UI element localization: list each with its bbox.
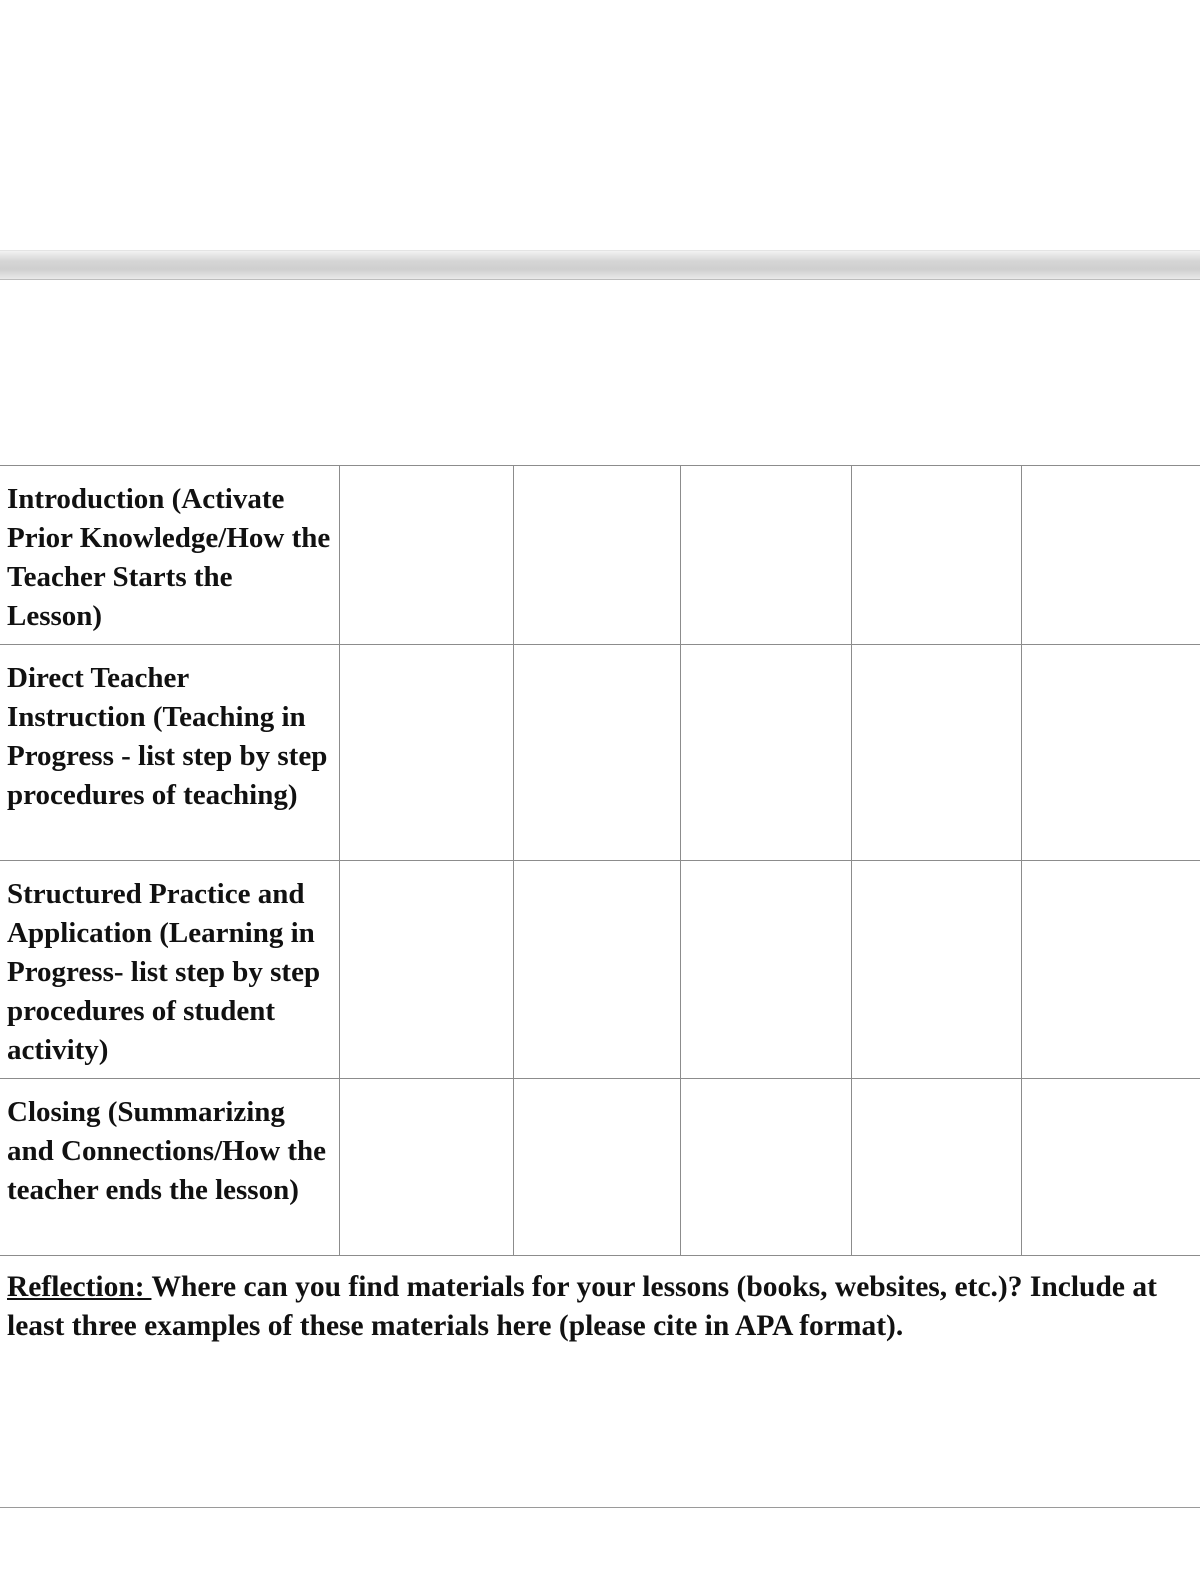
table-cell[interactable]	[339, 645, 513, 861]
table-row-closing	[0, 1079, 1200, 1256]
table-cell[interactable]	[1021, 1079, 1200, 1256]
table-cell[interactable]	[513, 466, 680, 645]
table-cell[interactable]	[513, 645, 680, 861]
row-label-introduction: Introduction (Activate Prior Knowledge/How the Teacher Starts the Lesson)	[0, 466, 339, 645]
table-cell[interactable]	[680, 466, 851, 645]
table-cell[interactable]	[1021, 861, 1200, 1079]
table-row-introduction	[0, 466, 1200, 645]
row-label-direct-instruction: Direct Teacher Instruction (Teaching in Progress - list step by step procedures of teaching)	[0, 645, 339, 861]
table-cell[interactable]	[680, 1079, 851, 1256]
row-label-structured-practice: Structured Practice and Application (Learning in Progress- list step by step procedures of student activity)	[0, 861, 339, 1079]
table-cell[interactable]	[339, 1079, 513, 1256]
table-cell[interactable]	[851, 861, 1021, 1079]
table-cell[interactable]	[513, 861, 680, 1079]
table-cell[interactable]	[339, 861, 513, 1079]
reflection-heading: Reflection:	[7, 1271, 152, 1303]
table-cell[interactable]	[680, 861, 851, 1079]
table-cell[interactable]	[1021, 645, 1200, 861]
reflection-prompt	[7, 1268, 1197, 1346]
reflection-text: Where can you find materials for your lessons (books, websites, etc.)? Include at least three examples of these materials here (please cite in APA format).	[7, 1271, 1157, 1342]
lesson-plan-table	[0, 465, 1200, 1256]
table-cell[interactable]	[851, 1079, 1021, 1256]
row-label-closing: Closing (Summarizing and Connections/How the teacher ends the lesson)	[0, 1079, 339, 1256]
table-row-structured-practice	[0, 861, 1200, 1079]
table-cell[interactable]	[680, 645, 851, 861]
table-cell[interactable]	[1021, 466, 1200, 645]
table-cell[interactable]	[851, 645, 1021, 861]
page-separator	[0, 250, 1200, 280]
table-cell[interactable]	[851, 466, 1021, 645]
table-row-direct-instruction	[0, 645, 1200, 861]
bottom-divider	[0, 1507, 1200, 1508]
table-cell[interactable]	[339, 466, 513, 645]
table-cell[interactable]	[513, 1079, 680, 1256]
